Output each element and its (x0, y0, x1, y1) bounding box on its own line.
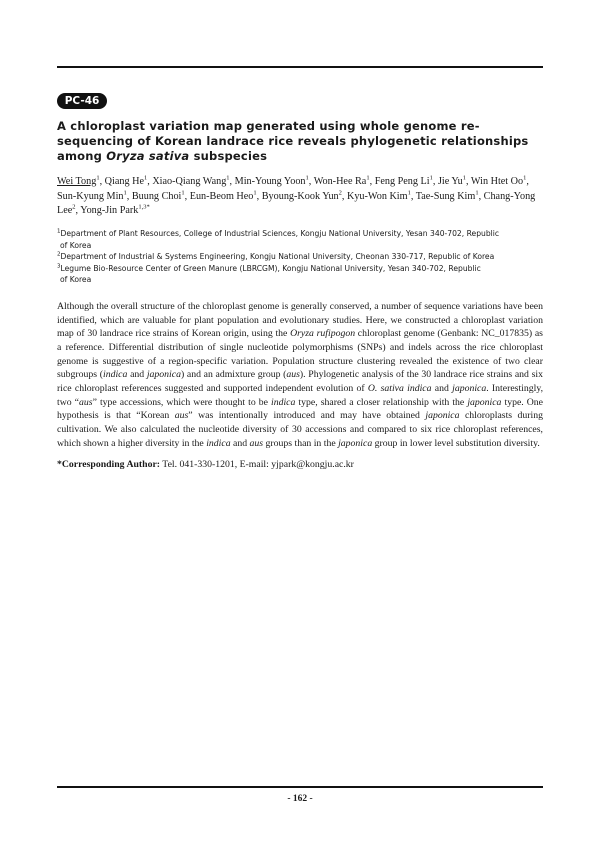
affiliation-3-cont: of Korea (60, 275, 92, 285)
footer-rule (57, 786, 543, 788)
affiliation-1-cont: of Korea (60, 240, 92, 250)
abstract-body: Although the overall structure of the chloroplast genome is generally conserved, a number of sequence variations have been identified, which are valuable for plant population and evolutionary studies. Here, we constructed a chloroplast variation map of 30 landrace rice strains of Korean origin, using the Oryza rufipogon chloroplast genome (Genbank: NC_017835) as a reference. Differential distribution of single nucleotide polymorphisms (SNPs) and indels across the rice chloroplast genome is suggestive of a region-specific variation. Population structure clustering revealed the existence of two clear subgroups (indica and japonica) and an admixture group (aus). Phylogenetic analysis of the 30 landrace rice strains and six rice chloroplast references suggested and supported independent evolution of O. sativa indica and japonica. Interestingly, two “aus” type accessions, which were thought to be indica type, shared a closer relationship with the japonica type. One hypothesis is that “Korean aus” was intentionally introduced and may have obtained japonica chloroplasts during cultivation. We also calculated the nucleotide diversity of 30 accessions and compared to six rice chloroplast references, which shown a higher diversity in the indica and aus groups than in the japonica group in lower level substitution diversity. (57, 301, 544, 449)
affiliation-3: $^3$Legume Bio-Resource Center of Green Manure (LBRCGM), Kongju National University, Yesan 340-702, Republic (57, 263, 481, 273)
paper-title (57, 119, 543, 164)
author: Buung Choi$^1$ (131, 189, 185, 202)
corresponding-author (57, 458, 543, 472)
corresponding-contact: Tel. 041-330-1201, E-mail: yjpark@kongju.ac.kr (162, 459, 354, 470)
author: Min-Young Yoon$^1$ (234, 174, 309, 187)
author-list: Wei Tong$^1$, Qiang He$^1$, Xiao-Qiang Wang$^1$, Min-Young Yoon$^1$, Won-Hee Ra$^1$, Feng Peng Li$^1$, Jie Yu$^1$, Win Htet Oo$^1$, Sun-Kyung Min$^1$, Buung Choi$^1$, Eun-Beom Heo$^1$, Byoung-Kook Yun$^2$, Kyu-Won Kim$^1$, Tae-Sung Kim$^1$, Chang-Yong Lee$^2$, Yong-Jin Park$^{1,3*}$ (57, 174, 536, 216)
author: Byoung-Kook Yun$^2$ (261, 189, 342, 202)
author: Qiang He$^1$ (104, 174, 148, 187)
title-tail: subspecies (189, 149, 268, 163)
title-species: Oryza sativa (106, 149, 190, 163)
author: Jie Yu$^1$ (437, 174, 466, 187)
affiliation-2: $^2$Department of Industrial & Systems Engineering, Kongju National University, Cheonan 330-717, Republic of Korea (57, 251, 495, 262)
author: Feng Peng Li$^1$ (374, 174, 433, 187)
author: Chang-Yong Lee$^2$ (57, 190, 536, 216)
author: Yong-Jin Park$^{1,3*}$ (80, 203, 150, 216)
affiliation-list (57, 228, 543, 286)
author: Kyu-Won Kim$^1$ (346, 189, 411, 202)
author: Win Htet Oo$^1$ (470, 174, 527, 187)
author: Xiao-Qiang Wang$^1$ (152, 174, 230, 187)
author: Tae-Sung Kim$^1$ (415, 189, 479, 202)
poster-code-badge: PC-46 (57, 93, 107, 109)
header-rule (57, 66, 543, 68)
author: Won-Hee Ra$^1$ (313, 174, 370, 187)
page-number: - 162 - (287, 794, 313, 804)
author: Sun-Kyung Min$^1$ (57, 189, 127, 202)
author: Eun-Beom Heo$^1$ (189, 189, 257, 202)
corresponding-label: *Corresponding Author: (57, 459, 161, 470)
title-main: A chloroplast variation map generated using whole genome re-sequencing of Korean landrace rice reveals phylogenetic relationships among (57, 119, 529, 163)
author: Wei Tong$^1$ (57, 174, 100, 187)
affiliation-1: $^1$Department of Plant Resources, College of Industrial Sciences, Kongju National University, Yesan 340-702, Republic (57, 228, 500, 238)
